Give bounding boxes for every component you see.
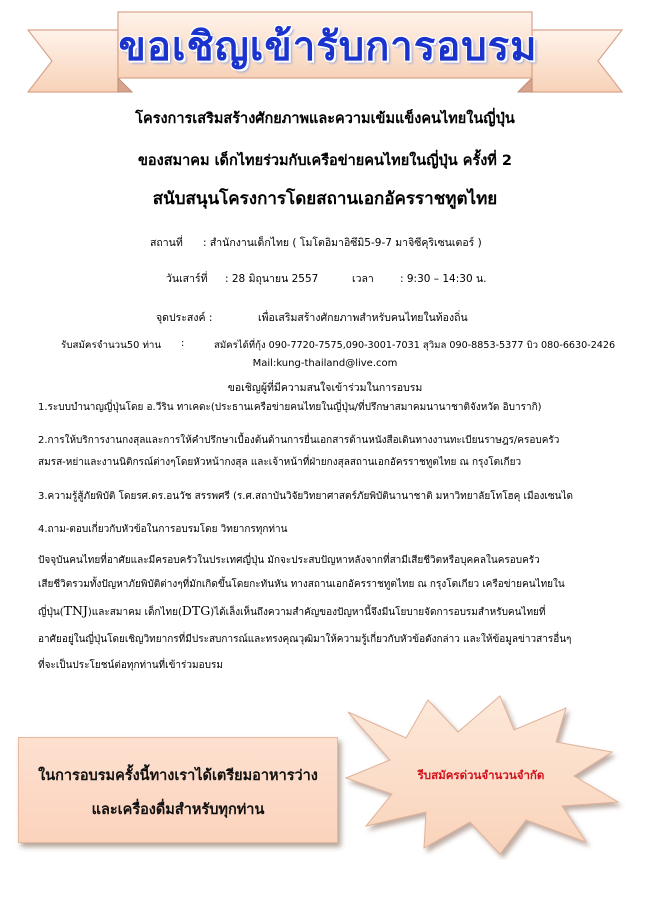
- ribbon-left-tail: [28, 30, 118, 92]
- capacity-label: รับสมัครจำนวน50 ท่าน: [61, 340, 162, 351]
- paragraph-line-1: ปัจจุบันคนไทยที่อาศัยและมีครอบครัวในประเทศญี่ปุ่น มักจะประสบปัญหาหลังจากที่สามีเสียชีวิตหรือบุคคลในครอบครัว: [38, 555, 540, 566]
- paragraph-line-5: ที่จะเป็นประโยชน์ต่อทุกท่านที่เข้าร่วมอบรม: [38, 660, 223, 671]
- time-label: เวลา: [352, 273, 374, 285]
- paragraph-line-3: [38, 603, 546, 620]
- venue-label: สถานที่: [150, 237, 183, 249]
- banner-title: ขอเชิญเข้ารับการอบรม: [118, 23, 538, 70]
- purpose-value: เพื่อเสริมสร้างศักยภาพสำหรับคนไทยในท้องถิ่น: [258, 312, 468, 324]
- paragraph-line-3-c: )และสมาคม เด็กไทย(: [87, 607, 182, 618]
- limited-seats-text: รีบสมัครด่วนจำนวนจำกัด: [417, 768, 545, 782]
- refreshments-box: [18, 737, 338, 843]
- ribbon-right-tail: [532, 30, 622, 92]
- dtg-abbrev: DTG: [181, 603, 211, 618]
- agenda-item-1: 1.ระบบบำนาญญี่ปุ่นโดย อ.วีริน ทาเคดะ(ประธานเครือข่ายคนไทยในญี่ปุ่น/ที่ปรึกษาสมาคมนานาชาติจังหวัด อิบารากิ): [38, 402, 542, 413]
- agenda-item-4: 4.ถาม-ตอบเกี่ยวกับหัวข้อในการอบรมโดย วิทยากรทุกท่าน: [38, 524, 288, 535]
- invite-line: ขอเชิญผู้ที่มีความสนใจเข้าร่วมในการอบรม: [227, 382, 423, 394]
- date-value: : 28 มิถุนายน 2557: [225, 273, 319, 285]
- heading-project: โครงการเสริมสร้างศักยภาพและความเข้มแข็งคนไทยในญี่ปุ่น: [135, 111, 515, 127]
- heading-organizer: ของสมาคม เด็กไทยร่วมกับเครือข่ายคนไทยในญี่ปุ่น ครั้งที่ 2: [138, 153, 512, 169]
- paragraph-line-3-e: )ได้เล็งเห็นถึงความสำคัญของปัญหานี้จึงมีนโยบายจัดการอบรมสำหรับคนไทยที่: [210, 607, 546, 618]
- tnj-abbrev: TNJ: [63, 603, 88, 618]
- purpose-label: จุดประสงค์ :: [156, 312, 213, 324]
- contact-email[interactable]: Mail:kung-thailand@live.com: [252, 358, 398, 369]
- contact-phones: สมัครได้ที่กุ้ง 090-7720-7575,090-3001-7031 สุวิมล 090-8853-5377 บิว 080-6630-2426: [214, 340, 616, 351]
- heading-sponsor: สนับสนุนโครงการโดยสถานเอกอัครราชทูตไทย: [152, 189, 498, 209]
- time-value: : 9:30 – 14:30 น.: [400, 273, 487, 285]
- venue-value: : สำนักงานเด็กไทย ( โมโตอิมาอิซึมิ5-9-7 มาจิซีคุริเซนเตอร์ ): [203, 237, 482, 249]
- agenda-item-3: 3.ความรู้สู้ภัยพิบัติ โดยรศ.ดร.อนวัช สรรพศรี (ร.ศ.สถาบันวิจัยวิทยาศาสตร์ภัยพิบัตินานาชาติ มหาวิทยาลัยโทโฮคุ เมืองเซนได: [38, 491, 573, 502]
- agenda-item-2: 2.การให้บริการงานกงสุลและการให้คำปรึกษาเบื้องต้นด้านการยื่นเอกสารด้านหนังสือเดินทางงานทะเบียนราษฎร/ครอบครัว: [38, 435, 560, 446]
- capacity-colon: :: [181, 338, 185, 349]
- paragraph-line-3-a: ญี่ปุ่น(: [38, 607, 64, 618]
- refreshments-line-1: ในการอบรมครั้งนี้ทางเราได้เตรียมอาหารว่าง: [38, 767, 318, 784]
- ribbon-right-fold: [518, 78, 532, 92]
- ribbon-left-fold: [118, 78, 132, 92]
- date-label: วันเสาร์ที่: [166, 273, 208, 285]
- agenda-item-2-cont: สมรส-หย่าและงานนิติกรณ์ต่างๆโดยหัวหน้ากงสุล และเจ้าหน้าที่ฝ่ายกงสุลสถานเอกอัครราชทูตไทย ณ กรุงโตเกียว: [38, 457, 522, 468]
- paragraph-line-2: เสียชีวิตรวมทั้งปัญหาภัยพิบัติต่างๆที่มักเกิดขึ้นโดยกะทันหัน ทางสถานเอกอัครราชทูตไทย ณ กรุงโตเกียว เครือข่ายคนไทยใน: [38, 579, 565, 590]
- refreshments-line-2: และเครื่องดื่มสำหรับทุกท่าน: [91, 801, 265, 818]
- paragraph-line-4: อาศัยอยู่ในญี่ปุ่นโดยเชิญวิทยากรที่มีประสบการณ์และทรงคุณวุฒิมาให้ความรู้เกี่ยวกับหัวข้อดังกล่าว และให้ข้อมูลข่าวสารอื่นๆ: [38, 634, 572, 645]
